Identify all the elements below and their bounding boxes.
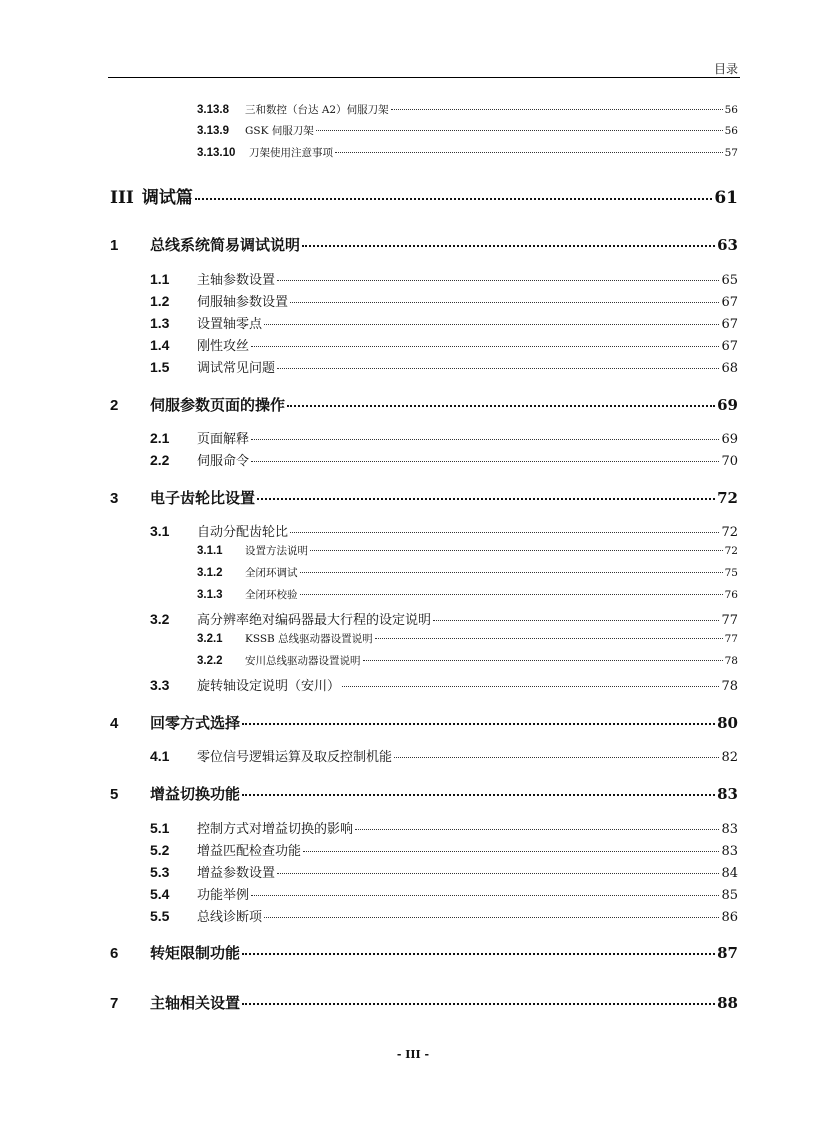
toc-entry-page: 56 — [724, 104, 738, 116]
dot-leader — [310, 550, 723, 551]
toc-entry-number: 5.1 — [150, 820, 170, 836]
toc-entry[interactable] — [197, 565, 738, 580]
toc-entry-title: GSK 伺服刀架 — [245, 125, 314, 137]
toc-entry-page: 72 — [721, 525, 738, 540]
toc-entry-page: 77 — [721, 613, 738, 628]
dot-leader — [394, 757, 719, 758]
toc-entry-number: 3.2 — [150, 611, 170, 627]
toc-entry-title: KSSB 总线驱动器设置说明 — [245, 633, 373, 645]
toc-entry-page: 63 — [717, 236, 738, 254]
toc-entry-page: 75 — [724, 567, 738, 579]
toc-entry-number: 5 — [110, 786, 119, 803]
toc-entry-title: 零位信号逻辑运算及取反控制机能 — [197, 750, 393, 765]
toc-entry[interactable] — [150, 450, 738, 469]
dot-leader — [287, 405, 715, 407]
toc-entry-page: 88 — [717, 994, 738, 1012]
toc-entry-number: 4 — [110, 715, 119, 732]
dot-leader — [316, 130, 723, 131]
toc-entry-number: 3.13.9 — [197, 125, 229, 137]
toc-entry-page: 61 — [714, 188, 738, 208]
page-number-footer: - III - — [396, 1048, 430, 1061]
dot-leader — [335, 152, 723, 153]
toc-entry[interactable] — [110, 992, 738, 1013]
dot-leader — [342, 686, 719, 687]
toc-entry-number: 1.3 — [150, 315, 170, 331]
dot-leader — [302, 245, 715, 247]
dot-leader — [375, 638, 723, 639]
toc-entry-title: 调试篇 — [141, 188, 193, 208]
dot-leader — [300, 572, 723, 573]
toc-entry-title: 伺服命令 — [197, 454, 250, 469]
dot-leader — [355, 829, 719, 830]
dot-leader — [242, 794, 715, 796]
toc-entry-title: 增益匹配检查功能 — [197, 844, 302, 859]
dot-leader — [195, 198, 712, 200]
toc-entry-number: 1.1 — [150, 271, 170, 287]
toc-entry-title: 控制方式对增益切换的影响 — [197, 822, 354, 837]
dot-leader — [251, 439, 719, 440]
dot-leader — [433, 620, 719, 621]
toc-entry-page: 87 — [717, 944, 738, 962]
toc-entry-title: 高分辨率绝对编码器最大行程的设定说明 — [197, 613, 432, 628]
toc-entry-page: 86 — [721, 910, 738, 925]
toc-entry-title: 页面解释 — [197, 432, 250, 447]
toc-entry-number: 5.2 — [150, 842, 170, 858]
toc-entry-title: 功能举例 — [197, 888, 250, 903]
toc-entry[interactable] — [110, 783, 738, 804]
toc-entry-title: 主轴相关设置 — [150, 994, 241, 1012]
toc-entry-page: 68 — [721, 361, 738, 376]
toc-entry[interactable] — [150, 269, 738, 288]
toc-entry[interactable] — [110, 712, 738, 733]
toc-entry[interactable] — [150, 884, 738, 903]
toc-entry-title: 回零方式选择 — [150, 714, 241, 732]
toc-entry-title: 增益切换功能 — [150, 785, 241, 803]
toc-entry-title: 全闭环校验 — [245, 589, 298, 601]
toc-entry[interactable] — [150, 906, 738, 925]
header-rule — [108, 77, 740, 78]
toc-entry-page: 83 — [721, 844, 738, 859]
dot-leader — [251, 461, 719, 462]
toc-entry[interactable] — [150, 291, 738, 310]
toc-entry-number: 5.5 — [150, 908, 170, 924]
toc-entry[interactable] — [197, 102, 738, 117]
toc-entry-number: 5.4 — [150, 886, 170, 902]
toc-entry[interactable] — [150, 335, 738, 354]
toc-entry[interactable] — [110, 394, 738, 415]
toc-entry-number: 3.1.1 — [197, 545, 223, 557]
toc-entry[interactable] — [150, 521, 738, 540]
toc-entry[interactable] — [150, 675, 738, 694]
toc-entry-page: 67 — [721, 317, 738, 332]
dot-leader — [251, 346, 719, 347]
dot-leader — [303, 851, 719, 852]
toc-entry[interactable] — [197, 145, 738, 160]
toc-entry-page: 69 — [717, 396, 738, 414]
toc-entry[interactable] — [110, 234, 738, 255]
toc-entry[interactable] — [150, 357, 738, 376]
toc-entry-number: 6 — [110, 945, 119, 962]
toc-entry-number: III — [110, 188, 134, 208]
toc-entry-title: 三和数控（台达 A2）伺服刀架 — [245, 104, 389, 116]
toc-entry-page: 77 — [724, 633, 738, 645]
dot-leader — [242, 953, 715, 955]
dot-leader — [277, 873, 719, 874]
toc-entry[interactable] — [110, 487, 738, 508]
dot-leader — [242, 723, 715, 725]
toc-entry-number: 3.2.1 — [197, 633, 223, 645]
toc-entry-title: 电子齿轮比设置 — [150, 489, 256, 507]
toc-entry[interactable] — [150, 840, 738, 859]
toc-entry[interactable] — [197, 123, 738, 138]
toc-entry[interactable] — [110, 183, 738, 208]
toc-entry-number: 3.1.3 — [197, 589, 223, 601]
toc-entry-page: 83 — [721, 822, 738, 837]
toc-entry[interactable] — [197, 653, 738, 668]
dot-leader — [290, 302, 719, 303]
toc-entry-title: 自动分配齿轮比 — [197, 525, 289, 540]
toc-entry-page: 67 — [721, 339, 738, 354]
dot-leader — [300, 594, 723, 595]
toc-entry[interactable] — [110, 942, 738, 963]
dot-leader — [391, 109, 723, 110]
toc-entry-number: 1 — [110, 237, 119, 254]
toc-entry[interactable] — [197, 543, 738, 558]
toc-entry-title: 全闭环调试 — [245, 567, 298, 579]
dot-leader — [257, 498, 715, 500]
toc-entry-page: 67 — [721, 295, 738, 310]
toc-entry-number: 3 — [110, 490, 119, 507]
toc-entry-number: 2.1 — [150, 430, 170, 446]
toc-entry-page: 83 — [717, 785, 738, 803]
toc-entry-number: 1.4 — [150, 337, 170, 353]
toc-entry[interactable] — [150, 428, 738, 447]
toc-entry-page: 57 — [724, 147, 738, 159]
toc-entry-title: 刚性攻丝 — [197, 339, 250, 354]
dot-leader — [363, 660, 723, 661]
toc-entry-title: 总线系统简易调试说明 — [150, 236, 301, 254]
toc-entry[interactable] — [150, 862, 738, 881]
toc-entry-page: 70 — [721, 454, 738, 469]
toc-entry-number: 3.13.8 — [197, 104, 229, 116]
dot-leader — [277, 280, 719, 281]
toc-entry-page: 85 — [721, 888, 738, 903]
toc-entry[interactable] — [150, 313, 738, 332]
toc-entry-number: 3.1 — [150, 523, 170, 539]
toc-entry-title: 伺服参数页面的操作 — [150, 396, 286, 414]
toc-entry-title: 设置轴零点 — [197, 317, 263, 332]
toc-entry-number: 4.1 — [150, 748, 170, 764]
toc-entry-page: 80 — [717, 714, 738, 732]
toc-entry-page: 84 — [721, 866, 738, 881]
toc-entry-title: 刀架使用注意事项 — [249, 147, 333, 159]
toc-entry-title: 转矩限制功能 — [150, 944, 241, 962]
toc-entry[interactable] — [150, 609, 738, 628]
toc-entry-title: 旋转轴设定说明（安川） — [197, 679, 341, 694]
page-header-title: 目录 — [713, 62, 738, 76]
toc-entry[interactable] — [150, 818, 738, 837]
toc-entry-title: 总线诊断项 — [197, 910, 263, 925]
toc-entry[interactable] — [150, 746, 738, 765]
toc-entry-number: 1.2 — [150, 293, 170, 309]
toc-entry-page: 72 — [724, 545, 738, 557]
toc-entry-page: 69 — [721, 432, 738, 447]
toc-entry-page: 56 — [724, 125, 738, 137]
dot-leader — [242, 1003, 715, 1005]
toc-entry-number: 3.3 — [150, 677, 170, 693]
toc-entry-page: 76 — [724, 589, 738, 601]
toc-entry-title: 安川总线驱动器设置说明 — [245, 655, 361, 667]
toc-entry-page: 65 — [721, 273, 738, 288]
dot-leader — [290, 532, 719, 533]
toc-entry-title: 设置方法说明 — [245, 545, 308, 557]
toc-entry-number: 3.2.2 — [197, 655, 223, 667]
toc-entry-page: 82 — [721, 750, 738, 765]
toc-entry-number: 2 — [110, 397, 119, 414]
toc-entry[interactable] — [197, 631, 738, 646]
toc-entry-number: 7 — [110, 995, 119, 1012]
toc-entry-title: 主轴参数设置 — [197, 273, 276, 288]
toc-entry[interactable] — [197, 587, 738, 602]
toc-entry-page: 78 — [724, 655, 738, 667]
dot-leader — [264, 917, 719, 918]
dot-leader — [264, 324, 719, 325]
toc-entry-number: 1.5 — [150, 359, 170, 375]
toc-entry-title: 增益参数设置 — [197, 866, 276, 881]
toc-entry-page: 78 — [721, 679, 738, 694]
dot-leader — [251, 895, 719, 896]
toc-entry-page: 72 — [717, 489, 738, 507]
toc-entry-number: 2.2 — [150, 452, 170, 468]
toc-entry-title: 伺服轴参数设置 — [197, 295, 289, 310]
toc-entry-number: 3.13.10 — [197, 147, 236, 159]
toc-entry-title: 调试常见问题 — [197, 361, 276, 376]
dot-leader — [277, 368, 719, 369]
toc-entry-number: 5.3 — [150, 864, 170, 880]
toc-entry-number: 3.1.2 — [197, 567, 223, 579]
